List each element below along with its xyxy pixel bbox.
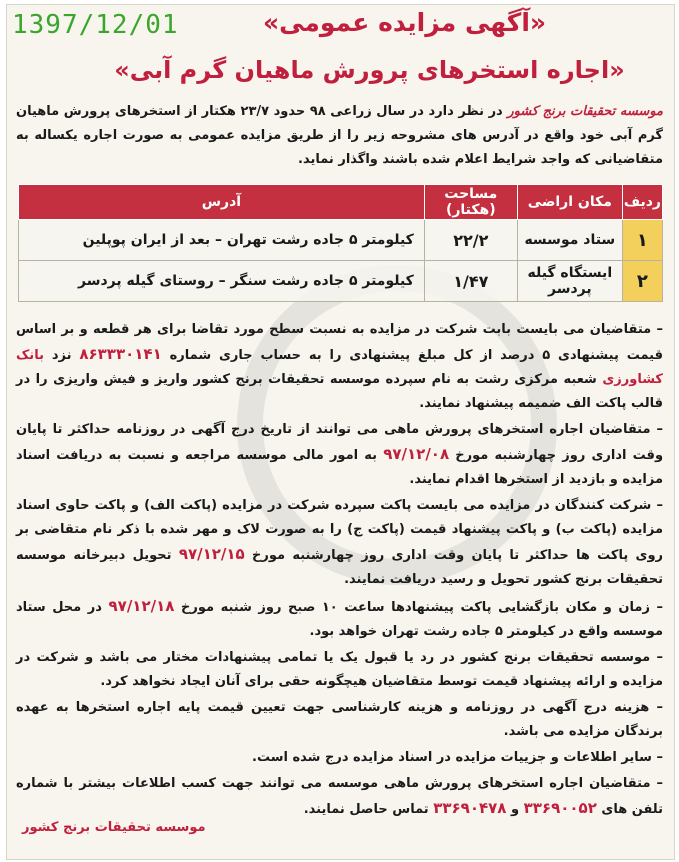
header-row-number: ردیف [622,185,662,220]
row-location: ایستگاه گیله پردسر [517,261,622,302]
footer-signature: موسسه تحقیقات برنج کشور [22,820,206,835]
condition-details: – سایر اطلاعات و جزییات مزایده در اسناد مزایده درج شده است. [252,750,663,765]
condition-contact [16,772,663,822]
row-number: ۱ [622,220,662,261]
row-location: ستاد موسسه [517,220,622,261]
deposit-text: – متقاضیان می بایست بابت شرکت در مزایده به نسبت سطح مورد تقاضا برای هر قطعه و بر اساس قیمت پیشنهادی ۵ درصد از کل مبلغ پیشنهادی را به حساب جاری شماره [16,322,663,363]
condition-documents [16,418,663,492]
row-address: کیلومتر ۵ جاده رشت تهران – بعد از ایران پوپلین [19,220,425,261]
intro-paragraph [16,100,663,172]
envelopes-date: ۹۷/۱۲/۱۵ [178,545,245,563]
table-row [19,261,663,302]
documents-text-2: به امور مالی موسسه مراجعه و نسبت به دریافت اسناد مزایده و بازدید از استخرها اقدام نمایند. [16,448,663,487]
envelopes-text: – شرکت کنندگان در مزایده می بایست پاکت سپرده شرکت در مزایده (پاکت الف) و پاکت حاوی اسناد مزایده (پاکت ب) و پاکت پیشنهاد قیمت (پاکت ج) را به صورت لاک و مهر شده با ذکر نام متقاضی بر روی پاکت ها حداکثر تا پایان وقت اداری روز چهارشنبه مورخ [16,498,664,563]
documents-text: – متقاضیان اجاره استخرهای پرورش ماهی می توانند از تاریخ درج آگهی در روزنامه حداکثر تا پایان وقت اداری روز چهارشنبه مورخ [16,422,664,463]
intro-text: در نظر دارد در سال زراعی ۹۸ حدود ۲۳/۷ هکتار از استخرهای پرورش ماهیان گرم آبی خود واقع در آدرس های مشروحه زیر را از طریق مزایده عمومی به صورت اجاره یکساله به متقاضیانی که واجد شرایط اعلام شده باشند واگذار نماید. [16,104,663,167]
date-stamp: 1397/12/01 [12,10,179,40]
phone-number-1: ۳۳۶۹۰۰۵۲ [523,799,597,817]
phone-number-2: ۳۳۶۹۰۴۷۸ [433,799,507,817]
contact-text-2: تماس حاصل نمایند. [303,802,429,817]
opening-date: ۹۷/۱۲/۱۸ [108,597,175,615]
organization-name: موسسه تحقیقات برنج کشور [507,104,664,119]
condition-costs: – هزینه درج آگهی در روزنامه و هزینه کارشناسی جهت تعیین قیمت پایه اجاره استخرها به عهده برندگان مزایده می باشد. [16,700,663,739]
row-area: ۲۲/۲ [424,220,517,261]
row-number: ۲ [622,261,662,302]
table-header-row [19,185,663,220]
condition-rights: – موسسه تحقیقات برنج کشور در رد یا قبول یک یا تمامی پیشنهادات مختار می باشد و شرکت در مزایده و ارائه پیشنهاد قیمت توسط متقاضیان هیچگونه حقی برای آنان ایجاد نخواهد کرد. [16,650,663,689]
contact-text: – متقاضیان اجاره استخرهای پرورش ماهی موسسه می توانند جهت کسب اطلاعات بیشتر با شماره تلفن های [16,776,663,817]
bank-name: بانک کشاورزی [16,348,663,387]
envelopes-text-2: تحویل دبیرخانه موسسه تحقیقات برنج کشور تحویل و رسید دریافت نمایند. [16,548,663,587]
ad-subtitle: «اجاره استخرهای پرورش ماهیان گرم آبی» [114,56,625,84]
row-address: کیلومتر ۵ جاده رشت سنگر – روستای گیله پردسر [19,261,425,302]
row-area: ۱/۴۷ [424,261,517,302]
opening-text: – زمان و مکان بازگشایی پاکت پیشنهادها ساعت ۱۰ صبح روز شنبه مورخ [180,600,663,615]
table-row [19,220,663,261]
condition-envelopes [16,494,663,592]
conditions-body [16,318,663,824]
condition-opening [16,594,663,644]
account-number: ۸۶۳۳۳۰۱۴۱ [79,345,162,363]
deposit-text-3: شعبه مرکزی رشت به نام سپرده موسسه تحقیقات برنج کشور واریز و فیش واریزی را در قالب پاکت الف ضمیمه پیشنهاد نمایند. [16,372,663,411]
ad-title: «آگهی مزایده عمومی» [262,8,547,37]
opening-text-2: در محل ستاد موسسه واقع در کیلومتر ۵ جاده رشت تهران خواهد بود. [16,600,663,639]
documents-date: ۹۷/۱۲/۰۸ [383,445,450,463]
header-address: آدرس [19,185,425,220]
header-location: مکان اراضی [517,185,622,220]
contact-and: و [511,802,520,817]
deposit-text-2: نزد [51,348,72,363]
pond-table [18,184,663,302]
condition-deposit [16,318,663,416]
header-area: مساحت (هکتار) [424,185,517,220]
